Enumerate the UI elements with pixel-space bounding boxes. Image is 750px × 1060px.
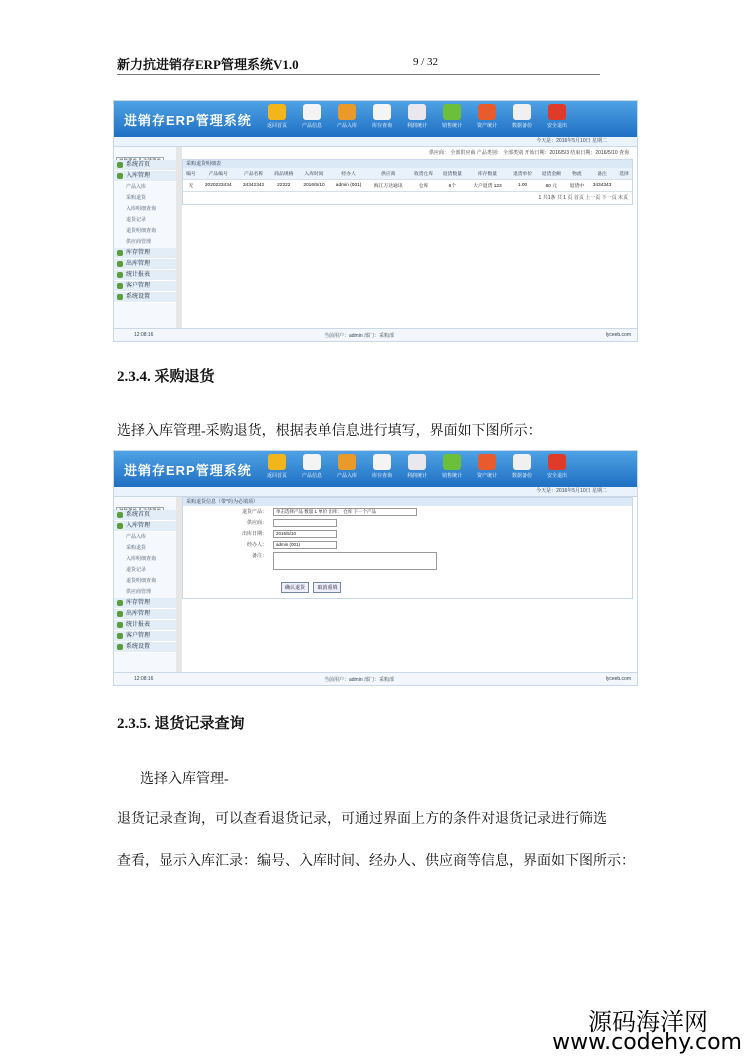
toolbar-icon xyxy=(303,104,321,120)
toolbar-label: 销售统计 xyxy=(441,123,462,129)
column-header: 退货数量 xyxy=(438,168,467,180)
column-header: 备注 xyxy=(588,168,616,180)
date-text: 今天是：2016年5月10日 星期二 xyxy=(536,488,607,494)
sidebar-item[interactable]: 退货记录 xyxy=(126,217,147,223)
toolbar-icon xyxy=(338,454,356,470)
toolbar-label: 产品入库 xyxy=(336,473,357,479)
form-input[interactable] xyxy=(273,552,437,570)
page-header xyxy=(117,52,600,75)
status-time: 12:08:16 xyxy=(134,676,154,682)
toolbar-icon xyxy=(513,454,531,470)
toolbar-button[interactable] xyxy=(297,454,327,484)
column-header: 库存数量 xyxy=(467,168,508,180)
toolbar-button[interactable] xyxy=(262,104,292,134)
toolbar-label: 返回首页 xyxy=(266,473,287,479)
toolbar-label: 数据备份 xyxy=(511,123,532,129)
column-header: 编号 xyxy=(183,168,199,180)
date-text: 今天是：2016年5月10日 星期二 xyxy=(536,138,607,144)
status-site: lyceeb.com xyxy=(605,332,631,338)
table-cell: 22222 xyxy=(269,180,298,192)
paragraph: 查看，显示入库汇录：编号、入库时间、经办人、供应商等信息，界面如下图所示： xyxy=(117,854,635,869)
result-box xyxy=(182,159,633,205)
date-strip xyxy=(114,487,637,497)
sidebar-section[interactable]: 库存管理 xyxy=(114,598,176,609)
sidebar-item[interactable]: 产品入库 xyxy=(126,534,147,540)
column-header: 商品规格 xyxy=(269,168,298,180)
sidebar-section[interactable]: 库存管理 xyxy=(114,248,176,259)
section-heading: 2.3.4. 采购退货 xyxy=(117,369,215,385)
toolbar-label: 库存查询 xyxy=(371,473,392,479)
toolbar-icon xyxy=(548,454,566,470)
toolbar-button[interactable] xyxy=(437,104,467,134)
table-cell: 退货中 xyxy=(566,180,588,192)
toolbar-icon xyxy=(338,104,356,120)
sidebar-item[interactable]: 入库明细查询 xyxy=(126,206,157,212)
app-title: 进销存ERP管理系统 xyxy=(124,463,252,478)
sidebar-item[interactable]: 退货明细查询 xyxy=(126,578,157,584)
toolbar-label: 返回首页 xyxy=(266,123,287,129)
form-input[interactable] xyxy=(273,519,337,527)
sidebar xyxy=(114,497,177,673)
status-site: lyceeb.com xyxy=(605,676,631,682)
sidebar-section[interactable]: 出库管理 xyxy=(114,609,176,620)
toolbar-label: 资产统计 xyxy=(476,123,497,129)
table-cell: 1.00 xyxy=(508,180,537,192)
paragraph: 选择入库管理- xyxy=(140,772,229,787)
sidebar-section[interactable]: 客户管理 xyxy=(114,281,176,292)
toolbar-label: 库存查询 xyxy=(371,123,392,129)
table-row[interactable] xyxy=(183,180,632,192)
table-cell: 无 xyxy=(183,180,199,192)
form-row xyxy=(183,506,632,517)
status-user: 当前用户：admin 部门：采购部 xyxy=(324,333,395,339)
toolbar-icon xyxy=(478,454,496,470)
column-header: 收货仓库 xyxy=(409,168,438,180)
table-cell: 60 元 xyxy=(537,180,566,192)
toolbar-button[interactable] xyxy=(297,104,327,134)
sidebar-section[interactable]: 系统首页 xyxy=(114,160,176,171)
form-row xyxy=(183,528,632,539)
sidebar-item[interactable]: 产品入库 xyxy=(126,184,147,190)
reset-button[interactable]: 取消重填 xyxy=(313,582,341,593)
app-banner xyxy=(114,101,637,137)
form-box xyxy=(182,497,633,599)
form-caption: 采购退货信息（带*的为必填项） xyxy=(183,498,632,506)
table-cell: 2020223434 xyxy=(199,180,238,192)
table-cell: 仓库 xyxy=(409,180,438,192)
sidebar-section[interactable]: 统计报表 xyxy=(114,620,176,631)
toolbar-label: 数据备份 xyxy=(511,473,532,479)
column-header: 物流 xyxy=(566,168,588,180)
toolbar-button[interactable] xyxy=(542,454,572,484)
table-cell: 34342342 xyxy=(238,180,270,192)
side-tabs xyxy=(116,499,174,508)
column-header: 退货单价 xyxy=(508,168,537,180)
toolbar-button[interactable] xyxy=(332,454,362,484)
status-time: 12:08:16 xyxy=(134,332,154,338)
form-input[interactable]: admin (001) xyxy=(273,541,337,549)
toolbar-label: 销售统计 xyxy=(441,473,462,479)
pager[interactable]: 1 共1条 共 1 页 首页 上一页 下一页 末页 xyxy=(538,195,628,201)
toolbar-icon xyxy=(373,454,391,470)
form-label: 退货产品： xyxy=(241,509,267,515)
watermark-cn: 源码海洋网 xyxy=(588,1008,708,1036)
column-header: 供应商 xyxy=(367,168,409,180)
form-label: 备注： xyxy=(251,553,267,559)
column-header: 退货金额 xyxy=(537,168,566,180)
side-tabs xyxy=(116,149,174,158)
paragraph: 选择入库管理-采购退货，根据表单信息进行填写，界面如下图所示： xyxy=(117,424,542,439)
filter-bar[interactable]: 供应商： 全部供应商 产品类别： 全部类别 开始日期：2016/5/3 结束日期：2016/5/10 查询 xyxy=(428,150,629,156)
toolbar-button[interactable] xyxy=(472,104,502,134)
table-cell: 海江万达通讯 xyxy=(367,180,409,192)
toolbar-icon xyxy=(478,104,496,120)
main-panel xyxy=(182,147,633,205)
toolbar-icon xyxy=(548,104,566,120)
toolbar-icon xyxy=(408,454,426,470)
date-strip xyxy=(114,137,637,147)
status-user: 当前用户：admin 部门：采购部 xyxy=(324,677,395,683)
toolbar-icon xyxy=(443,104,461,120)
column-header: 产品名称 xyxy=(238,168,270,180)
column-header: 选择 xyxy=(616,168,632,180)
toolbar-icon xyxy=(268,454,286,470)
form-label: 供应商： xyxy=(246,520,267,526)
toolbar-icon xyxy=(373,104,391,120)
sidebar-item[interactable]: 入库明细查询 xyxy=(126,556,157,562)
confirm-return-button[interactable]: 确认退货 xyxy=(281,582,309,593)
app-banner xyxy=(114,451,637,487)
sidebar-section[interactable]: 系统首页 xyxy=(114,510,176,521)
toolbar-button[interactable] xyxy=(402,454,432,484)
sidebar-section[interactable]: 入库管理 xyxy=(114,171,176,182)
form-label: 出库日期： xyxy=(241,531,267,537)
sidebar-item[interactable]: 供应商管理 xyxy=(126,589,152,595)
table-cell: 2016/5/10 xyxy=(298,180,330,192)
sidebar-section[interactable]: 客户管理 xyxy=(114,631,176,642)
form-row xyxy=(183,539,632,550)
status-bar xyxy=(114,672,637,685)
return-form xyxy=(183,506,632,572)
toolbar-icon xyxy=(303,454,321,470)
sidebar-item[interactable]: 采购退货 xyxy=(126,195,147,201)
toolbar-button[interactable] xyxy=(542,104,572,134)
column-header: 入库时间 xyxy=(298,168,330,180)
toolbar-label: 产品信息 xyxy=(301,123,322,129)
sidebar-item[interactable]: 采购退货 xyxy=(126,545,147,551)
table-cell: admin (001) xyxy=(330,180,367,192)
table-cell: 大户退货 123 xyxy=(467,180,508,192)
table-caption: 采购退货明细表 xyxy=(183,160,632,168)
toolbar-button[interactable] xyxy=(437,454,467,484)
sidebar-section[interactable]: 系统设置 xyxy=(114,642,176,653)
app-title: 进销存ERP管理系统 xyxy=(124,113,252,128)
form-row xyxy=(183,517,632,528)
toolbar-button[interactable] xyxy=(402,104,432,134)
toolbar-button[interactable] xyxy=(472,454,502,484)
sidebar-section[interactable]: 系统设置 xyxy=(114,292,176,303)
table-cell: 3434343 xyxy=(588,180,616,192)
form-buttons xyxy=(183,572,632,598)
form-label: 经办人： xyxy=(246,542,267,548)
toolbar-icon xyxy=(408,104,426,120)
toolbar-icon xyxy=(513,104,531,120)
sidebar-section[interactable]: 入库管理 xyxy=(114,521,176,532)
toolbar-label: 安全退出 xyxy=(546,123,567,129)
section-heading: 2.3.5. 退货记录查询 xyxy=(117,716,245,732)
column-header: 产品编号 xyxy=(199,168,238,180)
sidebar-section[interactable]: 统计报表 xyxy=(114,270,176,281)
result-table xyxy=(183,168,632,192)
toolbar-label: 产品入库 xyxy=(336,123,357,129)
toolbar-label: 利润统计 xyxy=(406,473,427,479)
main-panel xyxy=(182,497,633,599)
paragraph: 退货记录查询，可以查看退货记录，可通过界面上方的条件对退货记录进行筛选 xyxy=(117,812,607,827)
watermark-url: www.codehy.com xyxy=(552,1030,742,1055)
toolbar-button[interactable] xyxy=(262,454,292,484)
toolbar-button[interactable] xyxy=(367,454,397,484)
screenshot-return-detail xyxy=(113,100,638,342)
toolbar-icon xyxy=(268,104,286,120)
sidebar xyxy=(114,147,177,329)
toolbar-button[interactable] xyxy=(507,454,537,484)
form-input[interactable]: 2016/5/10 xyxy=(273,530,337,538)
form-row xyxy=(183,550,632,572)
toolbar-label: 产品信息 xyxy=(301,473,322,479)
toolbar-button[interactable] xyxy=(367,104,397,134)
sidebar-item[interactable]: 供应商管理 xyxy=(126,239,152,245)
form-input[interactable]: 单击选择产品 数量 1 单价 出库： 仓库 下一个产品 xyxy=(273,508,417,516)
toolbar-icon xyxy=(443,454,461,470)
sidebar-item[interactable]: 退货记录 xyxy=(126,567,147,573)
table-cell: 6个 xyxy=(438,180,467,192)
page-number: 9 / 32 xyxy=(413,56,439,68)
column-header: 经办人 xyxy=(330,168,367,180)
table-header-row xyxy=(183,168,632,180)
toolbar-label: 利润统计 xyxy=(406,123,427,129)
toolbar-button[interactable] xyxy=(332,104,362,134)
status-bar xyxy=(114,328,637,341)
screenshot-purchase-return xyxy=(113,450,638,686)
table-cell xyxy=(616,180,632,192)
toolbar-label: 安全退出 xyxy=(546,473,567,479)
toolbar-label: 资产统计 xyxy=(476,473,497,479)
sidebar-section[interactable]: 出库管理 xyxy=(114,259,176,270)
sidebar-item[interactable]: 退货明细查询 xyxy=(126,228,157,234)
doc-title: 新力抗进销存ERP管理系统V1.0 xyxy=(117,57,299,72)
toolbar-button[interactable] xyxy=(507,104,537,134)
